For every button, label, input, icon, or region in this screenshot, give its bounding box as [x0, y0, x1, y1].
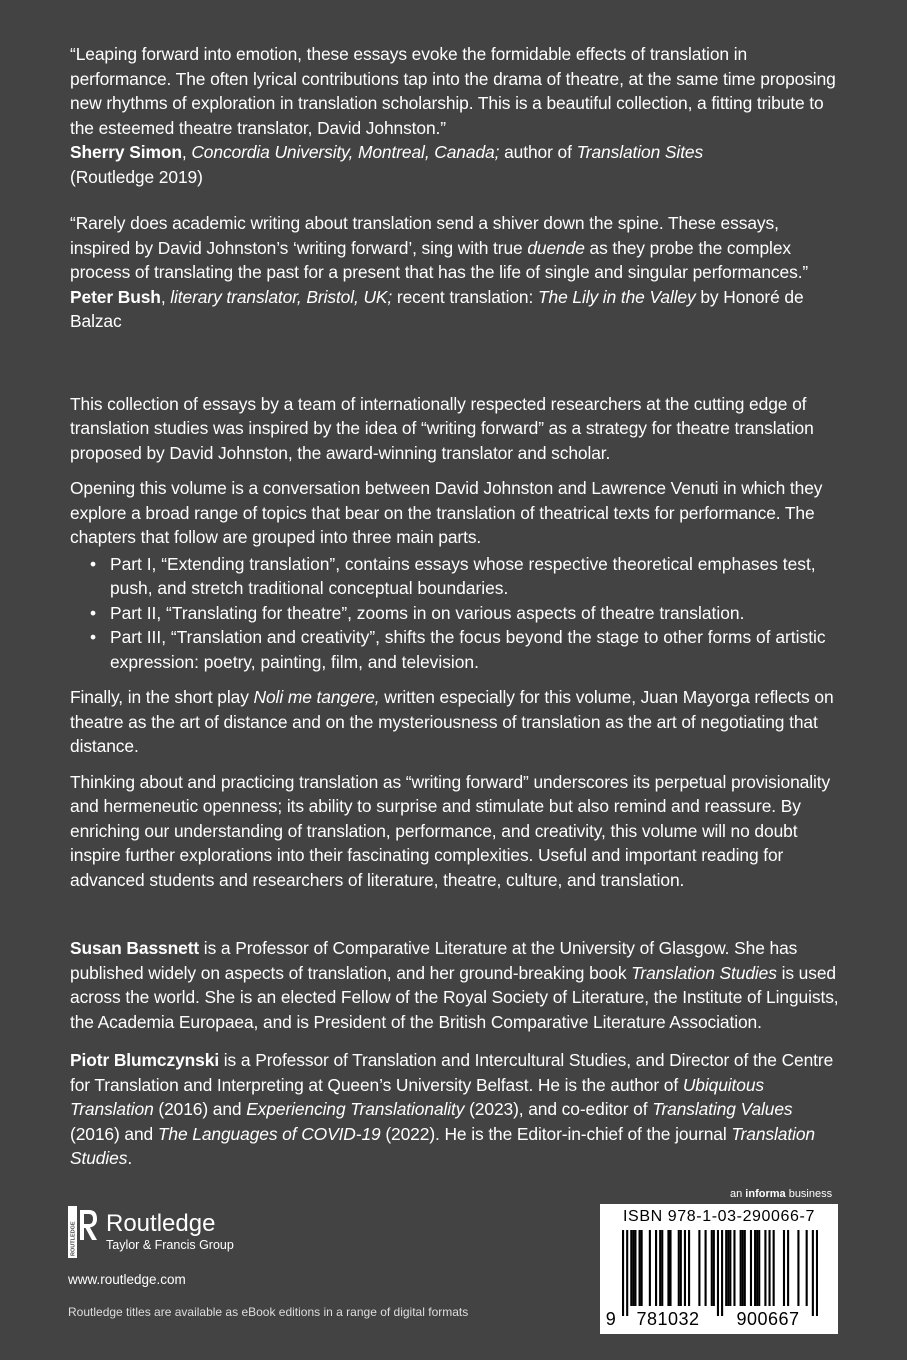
- barcode-bar: [783, 1230, 785, 1306]
- barcode-bar: [797, 1230, 799, 1306]
- barcode-bar: [729, 1230, 731, 1306]
- barcode-bar: [680, 1230, 682, 1306]
- barcode-bar: [754, 1230, 756, 1306]
- barcode-bar: [768, 1230, 770, 1306]
- barcode-bar: [773, 1230, 775, 1306]
- barcode-bar: [669, 1230, 671, 1306]
- barcode-bar: [626, 1230, 628, 1316]
- endorsement-2: “Rarely does academic writing about translation send a shiver down the spine. These essays, inspired by David Johnston’s ‘writing forward’, sing with true duende as they probe the complex process of translating the past for a present that has the life of single and singular performances.” Peter Bush, literary translator, Bristol, UK; recent translation: The Lily in the Valley by Honoré de Balzac: [70, 213, 809, 331]
- description-paragraph: Opening this volume is a conversation between David Johnston and Lawrence Venuti in which they explore a broad range of topics that bear on the translation of theatrical texts for performance. The chapters that follow are grouped into three main parts.: [70, 478, 823, 547]
- author-name: Susan Bassnett: [70, 938, 200, 958]
- barcode-bar: [630, 1230, 632, 1306]
- barcode-bar: [787, 1230, 789, 1306]
- publisher-name: Routledge: [106, 1210, 216, 1237]
- endorser-name: Peter Bush: [70, 286, 161, 307]
- barcode-bar: [750, 1230, 752, 1306]
- barcode-bar: [688, 1230, 690, 1306]
- list-item: • Part I, “Extending translation”, contains essays whose respective theoretical emphases test, push, and stretch traditional conceptual boundaries.: [110, 552, 840, 601]
- barcode-bar: [641, 1230, 643, 1306]
- ebook-note: Routledge titles are available as eBook editions in a range of digital formats: [68, 1305, 469, 1319]
- description-paragraph: Thinking about and practicing translation as “writing forward” underscores its perpetual provisionality and hermeneutic openness; its ability to surprise and stimulate but also remind and reassure. By enriching our understanding of translation, performance, and creativity, this volume will no doubt inspire further explorations into their fascinating complexities. Useful and important reading for advanced students and researchers of literature, theatre, culture, and translation.: [70, 771, 831, 890]
- barcode-bar: [632, 1230, 634, 1306]
- barcode-bar: [756, 1230, 758, 1306]
- barcode-bar: [744, 1230, 746, 1306]
- barcode-bar: [742, 1230, 744, 1306]
- parts-list: [70, 552, 840, 675]
- endorsement-1: “Leaping forward into emotion, these essays evoke the formidable effects of translation in performance. The often lyrical contributions tap into the drama of theatre, at the same time proposing new rhythms of exploration in translation scholarship. This is a beautiful collection, a fitting tribute to the esteemed theatre translator, David Johnston.” Sherry Simon, Concordia University, Montreal, Canada; author of Translation Sites (Routledge 2019): [70, 44, 836, 187]
- barcode-bar: [661, 1230, 663, 1306]
- barcode-bar: [806, 1230, 808, 1306]
- barcode-bar: [721, 1230, 723, 1316]
- barcode-bar: [733, 1230, 735, 1306]
- barcode-bar: [816, 1230, 818, 1316]
- barcode-bar: [634, 1230, 636, 1306]
- description-paragraph: Finally, in the short play Noli me tangere, written especially for this volume, Juan Mayorga reflects on theatre as the art of distance and on the mysteriousness of translation as the art of negotiating that distance.: [70, 687, 834, 756]
- barcode-bars: [622, 1230, 818, 1316]
- barcode-bar: [655, 1230, 657, 1306]
- barcode-bar: [725, 1230, 727, 1306]
- barcode-bar: [758, 1230, 760, 1306]
- back-cover-text: [70, 42, 840, 1171]
- author-name: Piotr Blumczynski: [70, 1050, 220, 1070]
- barcode-bar: [711, 1230, 713, 1306]
- endorser-affiliation: Concordia University, Montreal, Canada;: [191, 142, 500, 162]
- endorser-affiliation: literary translator, Bristol, UK;: [170, 286, 393, 307]
- barcode-bar: [717, 1230, 719, 1316]
- informa-business-tag: an informa business: [730, 1188, 833, 1200]
- list-item: • Part II, “Translating for theatre”, zooms in on various aspects of theatre translation.: [110, 601, 840, 626]
- barcode-digits: 9 781032 900667: [605, 1309, 800, 1329]
- publisher-group: Taylor & Francis Group: [106, 1238, 234, 1252]
- barcode-bar: [764, 1230, 766, 1306]
- isbn-barcode: [600, 1204, 838, 1334]
- routledge-logo-icon: [68, 1206, 98, 1258]
- barcode-bar: [705, 1230, 707, 1306]
- author-bio: Susan Bassnett is a Professor of Comparative Literature at the University of Glasgow. She has published widely on aspects of translation, and her ground-breaking book Translation Studies is used across the world. She is an elected Fellow of the Royal Society of Literature, the Institute of Linguists, the Academia Europaea, and is President of the British Comparative Literature Association.: [70, 938, 839, 1032]
- barcode-bar: [713, 1230, 715, 1306]
- barcode-bar: [727, 1230, 729, 1306]
- publisher-logo: [68, 1206, 548, 1258]
- barcode-bar: [659, 1230, 661, 1306]
- author-bio: Piotr Blumczynski is a Professor of Translation and Intercultural Studies, and Director of the Centre for Translation and Interpreting at Queen’s University Belfast. He is the author of Ubiquitous Translation (2016) and Experiencing Translationality (2023), and co-editor of Translating Values (2016) and The Languages of COVID-19 (2022). He is the Editor-in-chief of the journal Translation Studies.: [70, 1050, 834, 1168]
- endorser-name: Sherry Simon: [70, 142, 182, 162]
- isbn-label: ISBN 978-1-03-290066-7: [623, 1208, 815, 1225]
- endorser-book: The Lily in the Valley: [537, 286, 696, 307]
- description-paragraph: This collection of essays by a team of internationally respected researchers at the cutting edge of translation studies was inspired by the idea of “writing forward” as a strategy for theatre translation proposed by David Johnston, the award-winning translator and scholar.: [70, 393, 814, 463]
- barcode-bar: [678, 1230, 680, 1306]
- list-item: • Part III, “Translation and creativity”, shifts the focus beyond the stage to other forms of artistic expression: poetry, painting, film, and television.: [110, 625, 840, 674]
- barcode-bar: [698, 1230, 700, 1306]
- barcode-bar: [667, 1230, 669, 1306]
- publisher-website[interactable]: www.routledge.com: [68, 1272, 186, 1287]
- barcode-bar: [812, 1230, 814, 1316]
- barcode-bar: [639, 1230, 641, 1306]
- barcode-bar: [740, 1230, 742, 1306]
- publisher-footer: [68, 1206, 548, 1319]
- svg-text:ROUTLEDGE: ROUTLEDGE: [70, 1221, 77, 1256]
- barcode-bar: [684, 1230, 686, 1306]
- endorsement-1-quote: “Leaping forward into emotion, these essays evoke the formidable effects of translation in performance. The often lyrical contributions tap into the drama of theatre, at the same time proposing new rhythms of exploration in translation scholarship. This is a beautiful collection, a fitting tribute to the esteemed theatre translator, David Johnston.”: [70, 44, 836, 138]
- barcode-bar: [622, 1230, 624, 1316]
- endorser-book: Translation Sites: [576, 142, 704, 162]
- barcode-bar: [649, 1230, 651, 1306]
